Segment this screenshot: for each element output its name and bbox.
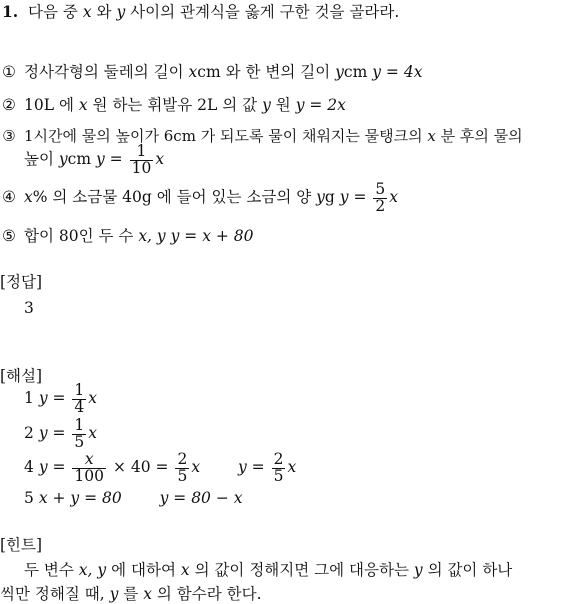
solution-line-3-f2-num: 2 bbox=[177, 450, 188, 468]
hint-line-2 bbox=[0, 584, 262, 604]
solution-line-3-mid: × 40 = bbox=[112, 458, 169, 476]
option-3-marker: ③ bbox=[2, 127, 16, 145]
option-4[interactable] bbox=[0, 182, 398, 214]
option-1-formula: y = 4x bbox=[372, 63, 423, 81]
option-1-text-c: cm bbox=[343, 63, 368, 81]
option-4-var-y: y bbox=[316, 188, 325, 206]
solution-line-2-num: 1 bbox=[74, 416, 85, 434]
option-2-var-y: y bbox=[262, 96, 271, 114]
solution-line-4-b: y = 80 − x bbox=[159, 489, 243, 507]
solution-line-2-number: 2 bbox=[24, 424, 34, 442]
question-text-a: 다음 중 bbox=[28, 3, 78, 21]
question-text-c: 사이의 관계식을 옳게 구한 것을 골라라. bbox=[130, 3, 400, 21]
solution-line-2 bbox=[24, 418, 97, 450]
solution-line-1-den: 4 bbox=[74, 397, 85, 416]
option-3-var-x: x bbox=[427, 127, 436, 145]
option-5-text-a: 합이 80인 두 수 bbox=[24, 227, 134, 245]
option-2-marker: ② bbox=[2, 96, 16, 114]
solution-line-2-fraction bbox=[72, 418, 86, 450]
hint-line-1-y2: y bbox=[413, 561, 423, 579]
hint-line-1-b: 에 대하여 bbox=[111, 561, 176, 579]
option-2-text-b: 원 하는 휘발유 2L 의 값 bbox=[92, 96, 258, 114]
option-2[interactable] bbox=[0, 95, 346, 115]
option-1[interactable] bbox=[0, 62, 422, 82]
answer-value: 3 bbox=[24, 299, 34, 317]
solution-line-3-f2-den: 5 bbox=[177, 466, 188, 485]
hint-line-1-x2: x bbox=[180, 561, 190, 579]
option-3-frac-den: 10 bbox=[131, 158, 152, 177]
solution-line-3 bbox=[24, 452, 296, 484]
option-2-text-c: 원 bbox=[275, 96, 291, 114]
option-3-formula-lhs: y = bbox=[95, 150, 123, 168]
option-1-text-a: 정사각형의 둘레의 길이 bbox=[24, 63, 184, 81]
option-4-var-x: x bbox=[24, 188, 33, 206]
question-text-b: 와 bbox=[96, 3, 112, 21]
hint-line-2-x: x bbox=[143, 585, 152, 603]
solution-line-3-f1-den: 100 bbox=[74, 466, 105, 485]
option-4-text-b: g bbox=[324, 188, 335, 206]
option-1-marker: ① bbox=[2, 63, 16, 81]
question-number: 1. bbox=[2, 2, 19, 21]
solution-line-4-number: 5 bbox=[24, 489, 34, 507]
hint-line-2-a: 씩만 정해질 때, bbox=[0, 585, 105, 603]
solution-line-4-a: x + y = 80 bbox=[38, 489, 122, 507]
hint-line-1 bbox=[24, 560, 512, 580]
option-3-fraction bbox=[130, 144, 154, 176]
solution-line-1-fraction bbox=[72, 383, 86, 415]
question-var-x: x bbox=[82, 3, 92, 21]
option-1-text-b: cm 와 한 변의 길이 bbox=[197, 63, 331, 81]
option-3-text-b: 분 후의 물의 bbox=[440, 127, 523, 145]
solution-line-1-lhs: y = bbox=[38, 389, 66, 407]
solution-line-1-number: 1 bbox=[24, 389, 34, 407]
hint-line-1-x: x, bbox=[78, 561, 93, 579]
solution-line-3-number: 4 bbox=[24, 458, 34, 476]
hint-line-2-c: 의 함수라 한다. bbox=[156, 585, 262, 603]
hint-line-1-d: 의 값이 하나 bbox=[427, 561, 513, 579]
hint-line-1-c: 의 값이 정해지면 그에 대응하는 bbox=[194, 561, 409, 579]
solution-line-2-lhs: y = bbox=[38, 424, 66, 442]
option-2-text-a: 10L 에 bbox=[24, 96, 74, 114]
hint-line-1-y: y bbox=[97, 561, 107, 579]
option-5-formula: y = x + 80 bbox=[170, 227, 254, 245]
option-3-line2 bbox=[24, 144, 164, 176]
answer-label: [정답] bbox=[0, 273, 43, 291]
hint-line-1-a: 두 변수 bbox=[24, 561, 74, 579]
option-1-var-y: y bbox=[335, 63, 344, 81]
question-heading bbox=[2, 2, 399, 22]
solution-line-3-fraction-2 bbox=[175, 452, 189, 484]
solution-line-3-fraction-1 bbox=[72, 452, 106, 484]
solution-line-3-fraction-3 bbox=[272, 452, 286, 484]
option-4-marker: ④ bbox=[2, 188, 16, 206]
option-3-line2-text-b: cm bbox=[67, 150, 92, 168]
solution-line-3-f3-num: 2 bbox=[273, 450, 284, 468]
option-3-line2-text-a: 높이 bbox=[24, 150, 54, 168]
solution-line-3-lhs-2: y = bbox=[237, 458, 265, 476]
solution-line-2-den: 5 bbox=[74, 432, 85, 451]
option-4-formula-rhs: x bbox=[389, 188, 399, 206]
option-4-formula-lhs: y = bbox=[339, 188, 367, 206]
solution-line-3-f3-den: 5 bbox=[273, 466, 284, 485]
hint-label: [힌트] bbox=[0, 536, 43, 554]
solution-label: [해설] bbox=[0, 367, 43, 385]
question-var-y: y bbox=[116, 3, 126, 21]
hint-line-2-y: y bbox=[109, 585, 119, 603]
solution-line-1-rhs: x bbox=[88, 389, 98, 407]
solution-line-1 bbox=[24, 383, 97, 415]
option-2-var-x: x bbox=[78, 96, 88, 114]
option-5[interactable] bbox=[0, 226, 254, 246]
solution-line-3-x-2: x bbox=[287, 458, 297, 476]
option-4-frac-num: 5 bbox=[375, 180, 386, 198]
option-3-var-y: y bbox=[58, 150, 68, 168]
option-3-frac-num: 1 bbox=[136, 142, 147, 160]
solution-line-3-lhs: y = bbox=[38, 458, 66, 476]
option-4-text-a: % 의 소금물 40g 에 들어 있는 소금의 양 bbox=[32, 188, 312, 206]
solution-line-1-num: 1 bbox=[74, 381, 85, 399]
option-2-formula: y = 2x bbox=[295, 96, 346, 114]
option-3-formula-rhs: x bbox=[155, 150, 165, 168]
solution-line-4 bbox=[24, 488, 243, 508]
option-4-fraction bbox=[373, 182, 387, 214]
solution-line-2-rhs: x bbox=[88, 424, 98, 442]
solution-line-3-x: x bbox=[191, 458, 201, 476]
option-3-text-a: 1시간에 물의 높이가 6cm 가 되도록 물이 채워지는 물탱크의 bbox=[24, 127, 423, 145]
option-5-var-y: y bbox=[156, 227, 166, 245]
solution-line-3-f1-num: x bbox=[84, 450, 94, 468]
option-4-frac-den: 2 bbox=[375, 196, 386, 215]
option-1-var-x: x bbox=[188, 63, 198, 81]
option-5-marker: ⑤ bbox=[2, 227, 16, 245]
hint-line-2-b: 를 bbox=[123, 585, 139, 603]
option-5-var-x: x, bbox=[138, 227, 152, 245]
